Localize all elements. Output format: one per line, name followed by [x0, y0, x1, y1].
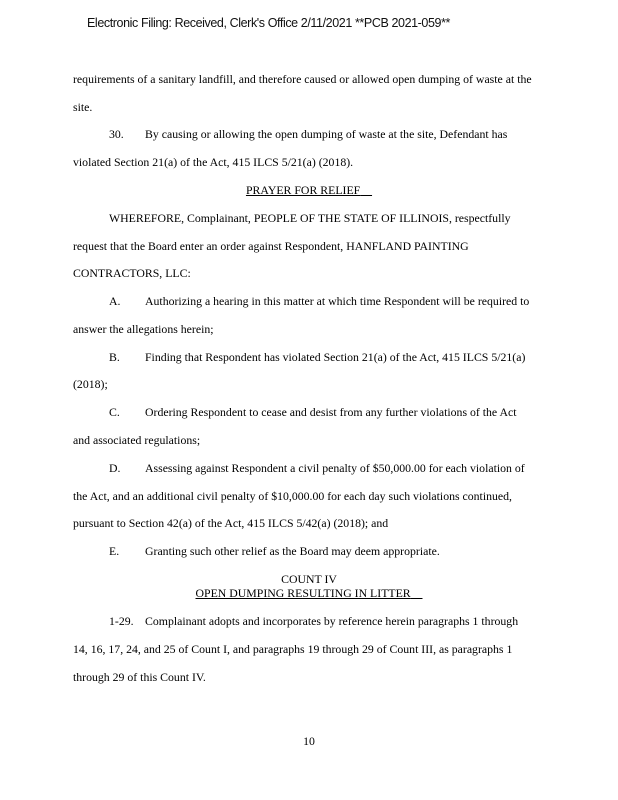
relief-letter: A.: [109, 294, 121, 308]
relief-item-line: and associated regulations;: [73, 433, 201, 447]
prayer-heading-text: PRAYER FOR RELIEF: [245, 183, 361, 197]
paragraph-30-line: violated Section 21(a) of the Act, 415 ILCS 5/21(a) (2018).: [73, 155, 354, 169]
relief-item-line: Granting such other relief as the Board may deem appropriate.: [145, 544, 440, 558]
paragraph-1-29-line: through 29 of this Count IV.: [73, 670, 206, 684]
wherefore-line: request that the Board enter an order against Respondent, HANFLAND PAINTING: [73, 239, 469, 253]
heading-underline-tail: [411, 586, 423, 600]
wherefore-line: CONTRACTORS, LLC:: [73, 266, 191, 280]
relief-letter: D.: [109, 461, 121, 475]
paragraph-continuation-line: requirements of a sanitary landfill, and therefore caused or allowed open dumping of waste at the: [73, 72, 532, 86]
relief-letter: B.: [109, 350, 120, 364]
relief-item-line: answer the allegations herein;: [73, 322, 214, 336]
wherefore-line: WHEREFORE, Complainant, PEOPLE OF THE STATE OF ILLINOIS, respectfully: [109, 211, 511, 225]
paragraph-1-29-line: 14, 16, 17, 24, and 25 of Count I, and paragraphs 19 through 29 of Count III, as paragraphs 1: [73, 642, 513, 656]
paragraph-number: 30.: [109, 127, 124, 141]
page-number: 10: [303, 734, 315, 748]
count-subheading: [0, 586, 618, 601]
paragraph-30-line: By causing or allowing the open dumping of waste at the site, Defendant has: [145, 127, 508, 141]
relief-item-line: Authorizing a hearing in this matter at which time Respondent will be required to: [145, 294, 530, 308]
relief-item-line: Finding that Respondent has violated Section 21(a) of the Act, 415 ILCS 5/21(a): [145, 350, 526, 364]
relief-letter: E.: [109, 544, 120, 558]
filing-stamp: Electronic Filing: Received, Clerk's Office 2/11/2021 **PCB 2021-059**: [87, 16, 451, 30]
relief-item-line: pursuant to Section 42(a) of the Act, 415 ILCS 5/42(a) (2018); and: [73, 516, 389, 530]
paragraph-continuation-line: site.: [73, 100, 93, 114]
relief-item-line: the Act, and an additional civil penalty of $10,000.00 for each day such violations continued,: [73, 489, 512, 503]
count-heading: COUNT IV: [281, 572, 337, 586]
relief-item-line: (2018);: [73, 377, 108, 391]
prayer-heading: [0, 183, 618, 198]
heading-underline-tail: [360, 183, 372, 197]
count-subheading-text: OPEN DUMPING RESULTING IN LITTER: [195, 586, 411, 600]
paragraph-number: 1-29.: [109, 614, 134, 628]
relief-item-line: Assessing against Respondent a civil penalty of $50,000.00 for each violation of: [145, 461, 525, 475]
paragraph-1-29-line: Complainant adopts and incorporates by reference herein paragraphs 1 through: [145, 614, 519, 628]
relief-item-line: Ordering Respondent to cease and desist from any further violations of the Act: [145, 405, 517, 419]
relief-letter: C.: [109, 405, 120, 419]
